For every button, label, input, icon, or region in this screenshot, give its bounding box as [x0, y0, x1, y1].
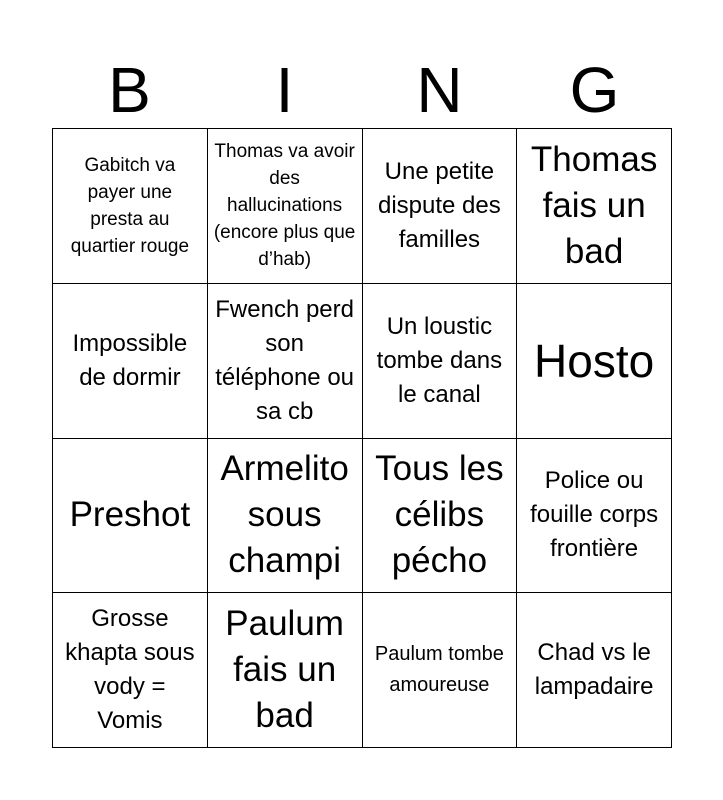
- cell-text: Thomas va avoir des hallucinations (encore plus que d’hab): [213, 141, 356, 271]
- bingo-cell-12[interactable]: [517, 439, 672, 594]
- bingo-cell-13[interactable]: [53, 593, 208, 748]
- bingo-cell-15[interactable]: [363, 593, 518, 748]
- cell-text: Thomas fais un bad: [530, 139, 658, 271]
- bingo-cell-9[interactable]: [53, 439, 208, 594]
- header-letter-b: B: [108, 54, 151, 126]
- cell-text: Paulum fais un bad: [225, 604, 344, 736]
- cell-text: Impossible de dormir: [72, 329, 188, 391]
- bingo-cell-6[interactable]: [208, 284, 363, 439]
- cell-text: Armelito sous champi: [220, 449, 349, 581]
- bingo-cell-3[interactable]: [363, 129, 518, 284]
- cell-text: Grosse khapta sous vody = Vomis: [65, 605, 195, 735]
- bingo-cell-7[interactable]: [363, 284, 518, 439]
- header-letter-g: G: [569, 54, 620, 126]
- cell-text: Une petite dispute des familles: [377, 157, 501, 253]
- bingo-board: [52, 128, 672, 748]
- bingo-header: [52, 52, 672, 128]
- cell-text: Gabitch va payer une presta au quartier rouge: [70, 154, 190, 257]
- bingo-cell-11[interactable]: [363, 439, 518, 594]
- cell-text: Un loustic tombe dans le canal: [376, 312, 503, 408]
- cell-text: Tous les célibs pécho: [375, 449, 504, 581]
- header-letter-i: I: [275, 54, 294, 126]
- bingo-cell-1[interactable]: [53, 129, 208, 284]
- cell-text: Police ou fouille corps frontière: [530, 467, 659, 563]
- bingo-cell-10[interactable]: [208, 439, 363, 594]
- bingo-cell-5[interactable]: [53, 284, 208, 439]
- cell-text: Paulum tombe amoureuse: [374, 643, 504, 697]
- cell-text: Preshot: [69, 495, 191, 535]
- bingo-cell-8[interactable]: [517, 284, 672, 439]
- cell-text: Hosto: [534, 334, 655, 387]
- bingo-cell-4[interactable]: [517, 129, 672, 284]
- header-letter-n: N: [416, 54, 463, 126]
- bingo-cell-16[interactable]: [517, 593, 672, 748]
- cell-text: Fwench perd son téléphone ou sa cb: [215, 295, 355, 425]
- cell-text: Chad vs le lampadaire: [534, 639, 654, 701]
- bingo-cell-14[interactable]: [208, 593, 363, 748]
- bingo-cell-2[interactable]: [208, 129, 363, 284]
